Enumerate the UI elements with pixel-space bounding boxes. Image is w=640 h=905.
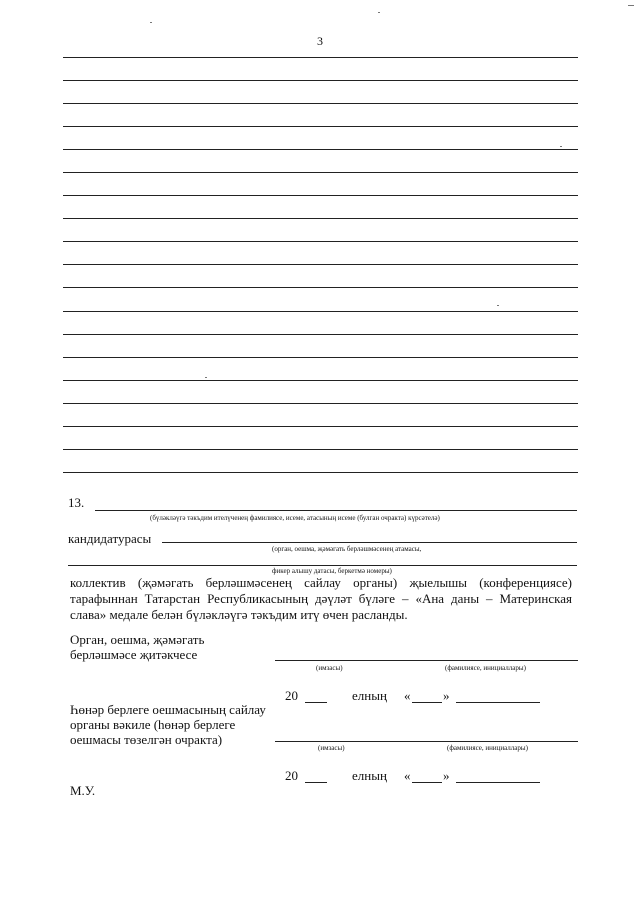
blank-line[interactable]	[63, 287, 578, 288]
blank-line[interactable]	[63, 126, 578, 127]
name-hint: (фамилиясе, инициаллары)	[447, 744, 528, 752]
blank-line[interactable]	[63, 380, 578, 381]
paragraph-line: тарафыннан Татарстан Республикасының дәүләт бүләге – «Ана даны – Материнская	[70, 591, 572, 606]
signature-hint: (имзасы)	[318, 744, 345, 752]
blank-line[interactable]	[63, 57, 578, 58]
date-year-word: елның	[352, 688, 387, 703]
blank-line[interactable]	[63, 357, 578, 358]
date-year-field[interactable]	[305, 702, 327, 703]
date-year-word: елның	[352, 768, 387, 783]
date-year-prefix: 20	[285, 688, 298, 703]
blank-line[interactable]	[63, 472, 578, 473]
head-label-line: Орган, оешма, җәмәгать	[70, 632, 205, 647]
scan-speck	[497, 305, 499, 306]
stamp-label: М.У.	[70, 783, 96, 798]
date-close-quote: »	[443, 768, 450, 783]
blank-line[interactable]	[63, 426, 578, 427]
decision-line[interactable]	[68, 565, 577, 566]
candidacy-label: кандидатурасы	[68, 531, 152, 546]
blank-line[interactable]	[63, 195, 578, 196]
blank-line[interactable]	[63, 172, 578, 173]
date-year-prefix: 20	[285, 768, 298, 783]
scan-speck	[205, 377, 207, 378]
scan-speck	[628, 5, 634, 6]
union-label-line: оешмасы төзелгән очракта)	[70, 732, 223, 747]
item-number: 13.	[68, 495, 85, 510]
head-label-line: берләшмәсе җитәкчесе	[70, 647, 198, 662]
page-number: 3	[317, 34, 323, 48]
union-label-line: органы вәкиле (һөнәр берлеге	[70, 717, 236, 732]
paragraph-line: коллектив (җәмәгать берләшмәсенең сайлау органы) җыелышы (конференциясе)	[70, 575, 572, 590]
date-day-field[interactable]	[412, 702, 442, 703]
blank-line[interactable]	[63, 311, 578, 312]
date-year-field[interactable]	[305, 782, 327, 783]
blank-line[interactable]	[63, 103, 578, 104]
name-hint: (фамилиясе, инициаллары)	[445, 664, 526, 672]
organization-hint: (орган, оешма, җәмәгать берләшмәсенең атамасы,	[272, 545, 422, 553]
union-representative-label	[70, 702, 266, 747]
approval-paragraph	[70, 575, 572, 623]
blank-line[interactable]	[63, 449, 578, 450]
blank-line[interactable]	[63, 403, 578, 404]
date-close-quote: »	[443, 688, 450, 703]
date-open-quote: «	[404, 688, 411, 703]
blank-line[interactable]	[63, 80, 578, 81]
paragraph-line: слава» медале белән бүләкләүгә тәкъдим итү өчен расланды.	[70, 607, 408, 622]
signature-hint: (имзасы)	[316, 664, 343, 672]
blank-line[interactable]	[63, 264, 578, 265]
organization-line[interactable]	[162, 542, 577, 543]
nominee-name-line[interactable]	[95, 510, 577, 511]
scan-speck	[378, 12, 380, 13]
blank-line[interactable]	[63, 334, 578, 335]
scan-speck	[150, 22, 152, 23]
date-day-field[interactable]	[412, 782, 442, 783]
scan-speck	[560, 146, 562, 147]
nominee-hint: (бүләкләүгә тәкъдим ителүченең фамилиясе, исеме, атасының исеме (булган очракта) күрсәтелә)	[150, 514, 440, 522]
decision-hint: фикер алышу датасы, беркетмә номеры)	[272, 567, 392, 575]
date-open-quote: «	[404, 768, 411, 783]
date-month-field[interactable]	[456, 702, 540, 703]
blank-line[interactable]	[63, 241, 578, 242]
date-month-field[interactable]	[456, 782, 540, 783]
union-label-line: Һөнәр берлеге оешмасының сайлау	[70, 702, 266, 717]
head-signature-line[interactable]	[275, 660, 578, 661]
blank-line[interactable]	[63, 149, 578, 150]
union-signature-line[interactable]	[275, 741, 578, 742]
head-label	[70, 632, 204, 662]
blank-line[interactable]	[63, 218, 578, 219]
